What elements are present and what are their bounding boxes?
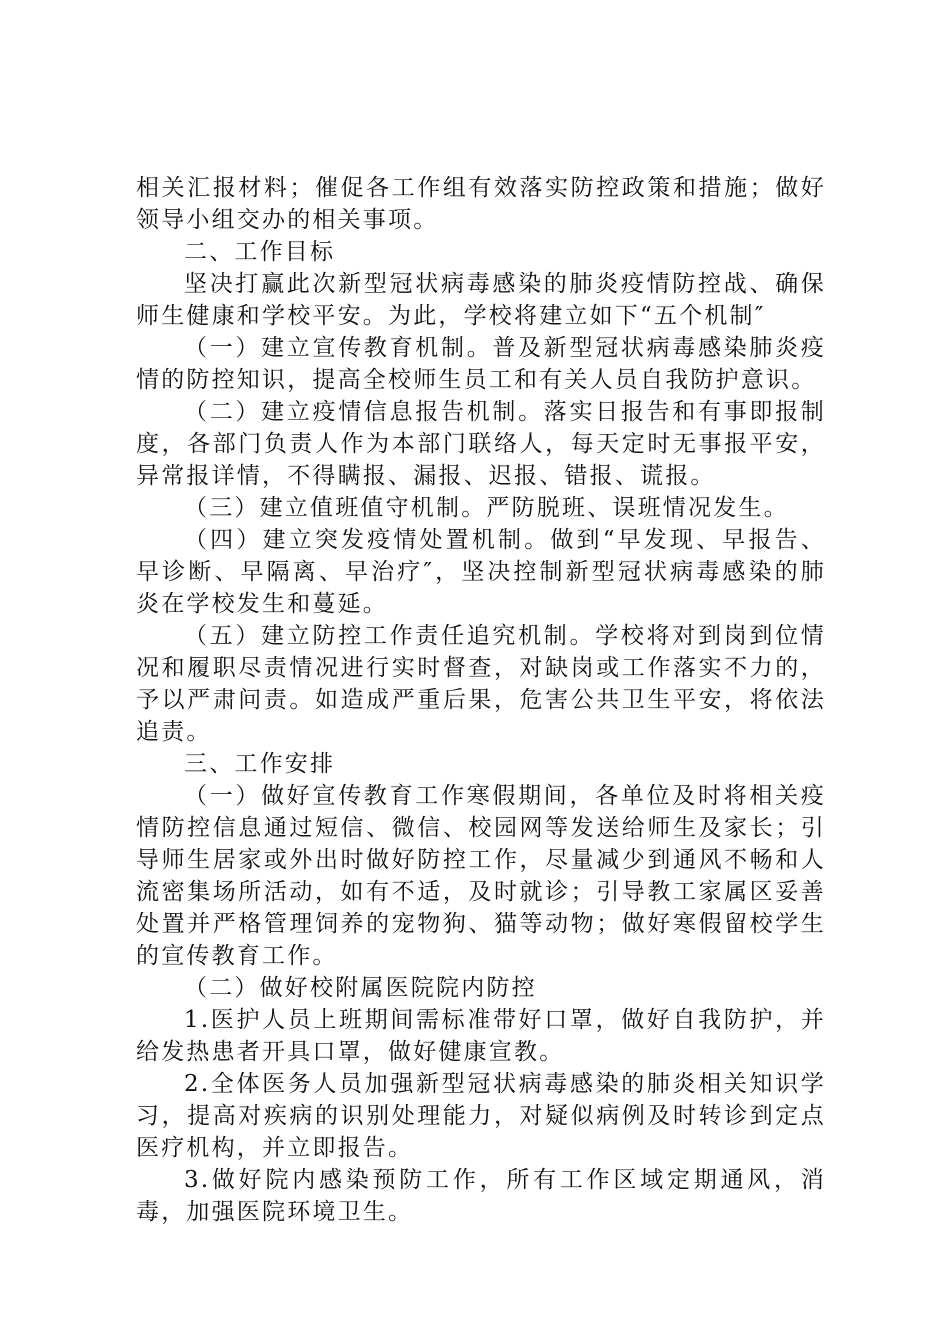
- paragraph-arrangement-2: （二）做好校附属医院院内防控: [184, 975, 537, 1001]
- paragraph-mechanism-1: （一）建立宣传教育机制。普及新型冠状病毒感染肺炎疫情的防控知识，提高全校师生员工和有关人员自我防护意识。: [136, 335, 826, 393]
- section-heading-arrangements: 三、工作安排: [184, 751, 336, 777]
- paragraph-continuation: 相关汇报材料；催促各工作组有效落实防控政策和措施；做好领导小组交办的相关事项。: [136, 175, 826, 233]
- paragraph-mechanism-2: （二）建立疫情信息报告机制。落实日报告和有事即报制度，各部门负责人作为本部门联络人，每天定时无事报平安，异常报详情，不得瞒报、漏报、迟报、错报、谎报。: [136, 399, 826, 489]
- paragraph-item-2: 2.全体医务人员加强新型冠状病毒感染的肺炎相关知识学习，提高对疾病的识别处理能力，对疑似病例及时转诊到定点医疗机构，并立即报告。: [136, 1071, 826, 1161]
- paragraph-arrangement-1: （一）做好宣传教育工作寒假期间，各单位及时将相关疫情防控信息通过短信、微信、校园网等发送给师生及家长；引导师生居家或外出时做好防控工作，尽量减少到通风不畅和人流密集场所活动，如有不适，及时就诊；引导教工家属区妥善处置并严格管理饲养的宠物狗、猫等动物；做好寒假留校学生的宣传教育工作。: [136, 783, 826, 969]
- paragraph-goal-intro: 坚决打赢此次新型冠状病毒感染的肺炎疫情防控战、确保师生健康和学校平安。为此，学校将建立如下“五个机制″: [136, 271, 826, 329]
- paragraph-mechanism-3: （三）建立值班值守机制。严防脱班、误班情况发生。: [184, 495, 789, 521]
- paragraph-mechanism-4: （四）建立突发疫情处置机制。做到“早发现、早报告、早诊断、早隔离、早治疗″，坚决控制新型冠状病毒感染的肺炎在学校发生和蔓延。: [136, 527, 826, 617]
- paragraph-item-3: 3.做好院内感染预防工作，所有工作区域定期通风，消毒，加强医院环境卫生。: [136, 1167, 826, 1225]
- document-page: [136, 172, 826, 1228]
- section-heading-goals: 二、工作目标: [184, 239, 336, 265]
- paragraph-item-1: 1.医护人员上班期间需标准带好口罩，做好自我防护，并给发热患者开具口罩，做好健康宣教。: [136, 1007, 826, 1065]
- paragraph-mechanism-5: （五）建立防控工作责任追究机制。学校将对到岗到位情况和履职尽责情况进行实时督查，对缺岗或工作落实不力的，予以严肃问责。如造成严重后果，危害公共卫生平安，将依法追责。: [136, 623, 826, 745]
